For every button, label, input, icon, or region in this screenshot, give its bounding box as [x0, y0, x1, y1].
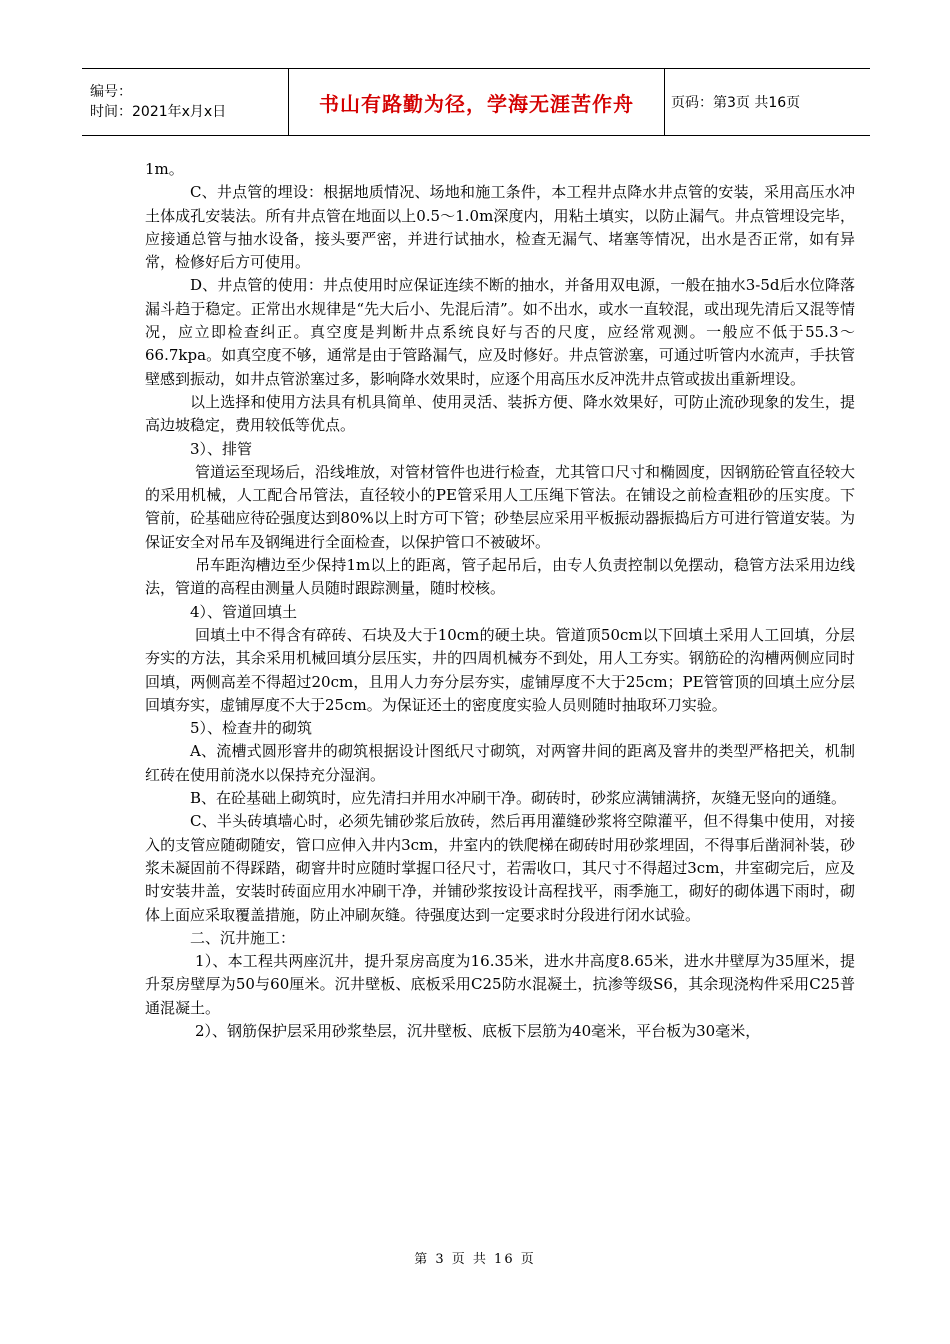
document-date-label: 时间：2021年x月x日: [90, 104, 227, 120]
page-footer: [0, 1248, 950, 1267]
header-page-info: 页码：第3页 共16页: [671, 95, 801, 111]
section-heading: 4）、管道回填土: [190, 602, 298, 621]
section-heading: 3）、排管: [190, 439, 253, 458]
body-paragraph: C、半头砖填墙心时，必须先铺砂浆后放砖，然后再用灌缝砂浆将空隙灌平，但不得集中使用，对接入的支管应随砌随安，管口应伸入井内3cm，井室内的铁爬梯在砌砖时用砂浆埋固，不得事后凿洞补装，砂浆未凝固前不得踩踏，砌窨井时应随时掌握口径尺寸，若需收口，其尺寸不得超过3cm，井室砌完后，应及时安装井盖，安装时砖面应用水冲刷干净，并铺砂浆按设计高程找平，雨季施工，砌好的砌体遇下雨时，砌体上面应采取覆盖措施，防止冲刷灰缝。待强度达到一定要求时分段进行闭水试验。: [145, 812, 855, 924]
page-header: [82, 68, 870, 136]
document-number-label: 编号：: [90, 84, 132, 100]
body-paragraph: D、井点管的使用：井点使用时应保证连续不断的抽水，并备用双电源，一般在抽水3-5d后水位降落漏斗趋于稳定。正常出水规律是“先大后小、先混后清”。如不出水，或水一直较混，或出现先清后又混等情况，应立即检查纠正。真空度是判断井点系统良好与否的尺度，应经常观测。一般应不低于55.3～66.7kpa。如真空度不够，通常是由于管路漏气，应及时修好。井点管淤塞，可通过听管内水流声，手扶管壁感到振动，如井点管淤塞过多，影响降水效果时，应逐个用高压水反冲洗井点管或拔出重新埋设。: [145, 276, 855, 388]
body-paragraph: B、在砼基础上砌筑时，应先清扫并用水冲刷干净。砌砖时，砂浆应满铺满挤，灰缝无竖向的通缝。: [190, 789, 847, 808]
section-heading: 5）、检查井的砌筑: [190, 719, 313, 738]
header-motto-cell: [289, 69, 665, 136]
body-paragraph: 管道运至现场后，沿线堆放，对管材管件也进行检查，尤其管口尺寸和椭圆度，因钢筋砼管直径较大的采用机械，人工配合吊管法，直径较小的PE管采用人工压绳下管法。在铺设之前检查粗砂的压实度。下管前，砼基础应待砼强度达到80%以上时方可下管；砂垫层应采用平板振动器振捣后方可进行管道安装。为保证安全对吊车及钢绳进行全面检查，以保护管口不被破坏。: [145, 462, 856, 551]
body-paragraph: 吊车距沟槽边至少保持1m以上的距离，管子起吊后，由专人负责控制以免摆动，稳管方法采用边线法，管道的高程由测量人员随时跟踪测量，随时校核。: [145, 556, 855, 598]
section-heading: 二、沉井施工：: [190, 928, 296, 947]
body-paragraph: 1）、本工程共两座沉井，提升泵房高度为16.35米，进水井高度8.65米，进水井壁厚为35厘米，提升泵房壁厚为50与60厘米。沉井壁板、底板采用C25防水混凝土，抗渗等级S6，其余现浇构件采用C25普通混凝土。: [145, 952, 855, 1017]
body-paragraph: 2）、钢筋保护层采用砂浆垫层，沉井壁板、底板下层筋为40毫米，平台板为30毫米，: [195, 1021, 761, 1040]
header-motto: 书山有路勤为径，学海无涯苦作舟: [319, 91, 634, 116]
header-page-cell: [665, 69, 871, 136]
body-paragraph: 1m。: [145, 160, 184, 178]
body-paragraph: 回填土中不得含有碎砖、石块及大于10cm的硬土块。管道顶50cm以下回填土采用人工回填，分层夯实的方法，其余采用机械回填分层压实，井的四周机械夯不到处，用人工夯实。钢筋砼的沟槽两侧应同时回填，两侧高差不得超过20cm，且用人力夯分层夯实，虚铺厚度不大于25cm；PE管管顶的回填土应分层回填夯实，虚铺厚度不大于25cm。为保证还土的密度度实验人员则随时抽取环刀实验。: [145, 625, 855, 714]
header-meta-cell: [82, 69, 289, 136]
footer-page-number: 第 3 页 共 16 页: [414, 1252, 536, 1267]
body-paragraph: A、流槽式圆形窨井的砌筑根据设计图纸尺寸砌筑，对两窨井间的距离及窨井的类型严格把关，机制红砖在使用前浇水以保持充分湿润。: [145, 742, 855, 784]
document-body: [145, 158, 855, 1043]
body-paragraph: C、井点管的埋设：根据地质情况、场地和施工条件，本工程井点降水井点管的安装，采用高压水冲土体成孔安装法。所有井点管在地面以上0.5～1.0m深度内，用粘土填实，以防止漏气。井点管埋设完毕，应接通总管与抽水设备，接头要严密，并进行试抽水，检查无漏气、堵塞等情况，出水是否正常，如有异常，检修好后方可使用。: [145, 183, 855, 272]
body-paragraph: 以上选择和使用方法具有机具简单、使用灵活、装拆方便、降水效果好，可防止流砂现象的发生，提高边坡稳定，费用较低等优点。: [145, 392, 855, 435]
